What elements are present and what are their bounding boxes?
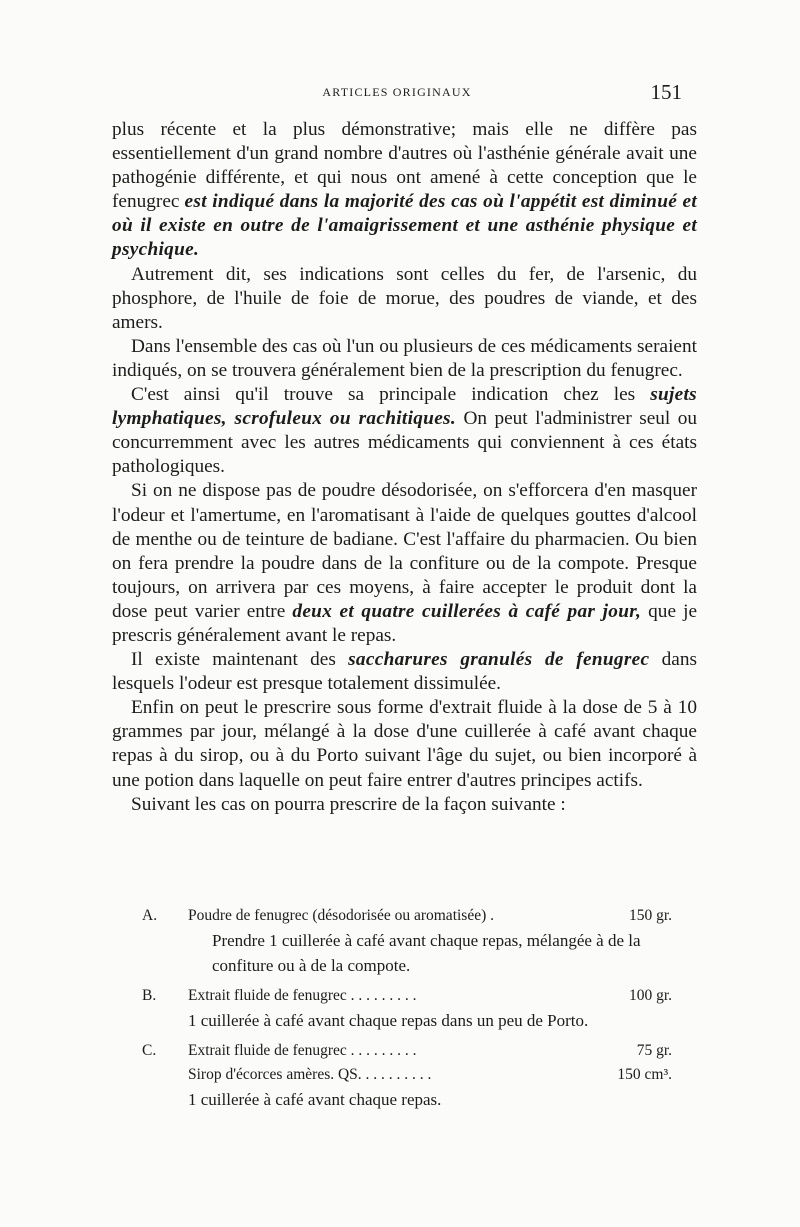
formula-quantity: 150 gr. (628, 907, 672, 924)
text: plus récente et la plus démonstrative; mais elle ne diffère pas essentiellement d'un grand nombre d'autres où l'asthénie générale avait une pathogénie différente, et qui nous ont amené à cette conception que le fenugrec (112, 119, 697, 213)
paragraph (112, 335, 697, 383)
text: C'est ainsi qu'il trouve sa principale indication chez les (131, 384, 651, 406)
text: que je prescris généralement avant le repas. (112, 600, 697, 646)
formula-label: C. (142, 1042, 157, 1059)
page-number: 151 (650, 80, 682, 104)
text: dans lesquels l'odeur est presque totalement dissimulée. (112, 649, 697, 695)
formula-b (142, 984, 672, 1008)
formula-instruction: Prendre 1 cuillerée à café avant chaque repas, mélangée à de la confiture ou à de la compote. (212, 931, 641, 975)
text: Enfin on peut le prescrire sous forme d'extrait fluide à la dose de 5 à 10 grammes par jour, mélangé à la dose d'une cuillerée à café avant chaque repas à du sirop, ou à du Porto suivant l'âge du sujet, ou bien incorporé à une potion dans laquelle on peut faire entrer d'autres principes actifs. (112, 697, 697, 791)
formula-item: Sirop d'écorces amères. QS. . . . . . . . . . (188, 1066, 432, 1083)
paragraph (112, 263, 697, 335)
paragraph (112, 793, 697, 817)
formula-c-line2 (142, 1063, 672, 1087)
body-text (112, 118, 697, 817)
formula-quantity: 100 gr. (628, 987, 672, 1004)
formula-item: Poudre de fenugrec (désodorisée ou aromatisée) . (188, 907, 495, 924)
paragraph (112, 648, 697, 696)
italic-text: sujets lymphatiques, scrofuleux ou rachitiques. (112, 384, 697, 430)
formula-label: B. (142, 987, 157, 1004)
paragraph (112, 118, 697, 263)
text: Si on ne dispose pas de poudre désodorisée, on s'efforcera d'en masquer l'odeur et l'amertume, en l'aromatisant à l'aide de quelques gouttes d'alcool de menthe ou de teinture de badiane. C'est l'affaire du pharmacien. Ou bien on fera prendre la poudre dans de la confiture ou de la compote. Presque toujours, on arrivera par ces moyens, à faire accepter le produit dont la dose peut varier entre (112, 480, 697, 622)
paragraph (112, 479, 697, 648)
formula-item: Extrait fluide de fenugrec . . . . . . . . . (188, 987, 417, 1004)
prescription-formulas (142, 904, 672, 1112)
paragraph (112, 696, 697, 792)
text: Dans l'ensemble des cas où l'un ou plusieurs de ces médicaments seraient indiqués, on se trouvera généralement bien de la prescription du fenugrec. (112, 335, 697, 381)
running-head (112, 80, 682, 104)
running-title: ARTICLES ORIGINAUX (322, 85, 472, 99)
text: Suivant les cas on pourra prescrire de la façon suivante : (131, 793, 566, 815)
formula-instruction: 1 cuillerée à café avant chaque repas. (188, 1090, 442, 1109)
text: Il existe maintenant des (131, 649, 349, 671)
formula-label: A. (142, 907, 158, 924)
paragraph (112, 383, 697, 479)
formula-item: Extrait fluide de fenugrec . . . . . . . . . (188, 1042, 417, 1059)
italic-text: deux et quatre cuillerées à café par jour, (292, 600, 642, 622)
formula-quantity: 75 gr. (636, 1042, 672, 1059)
text: Autrement dit, ses indications sont celles du fer, de l'arsenic, du phosphore, de l'huile de foie de morue, des poudres de viande, et des amers. (112, 263, 697, 333)
italic-text: est indiqué dans la majorité des cas où l'appétit est diminué et où il existe en outre de l'amaigrissement et une asthénie physique et psychique. (112, 191, 697, 261)
italic-text: saccharures granulés de fenugrec (348, 649, 650, 671)
text: On peut l'administrer seul ou concurremment avec les autres médicaments qui conviennent à ces états pathologiques. (112, 408, 697, 478)
formula-instruction: 1 cuillerée à café avant chaque repas dans un peu de Porto. (188, 1011, 589, 1030)
formula-c (142, 1039, 672, 1063)
formula-quantity: 150 cm³. (617, 1066, 672, 1083)
formula-a (142, 904, 672, 928)
